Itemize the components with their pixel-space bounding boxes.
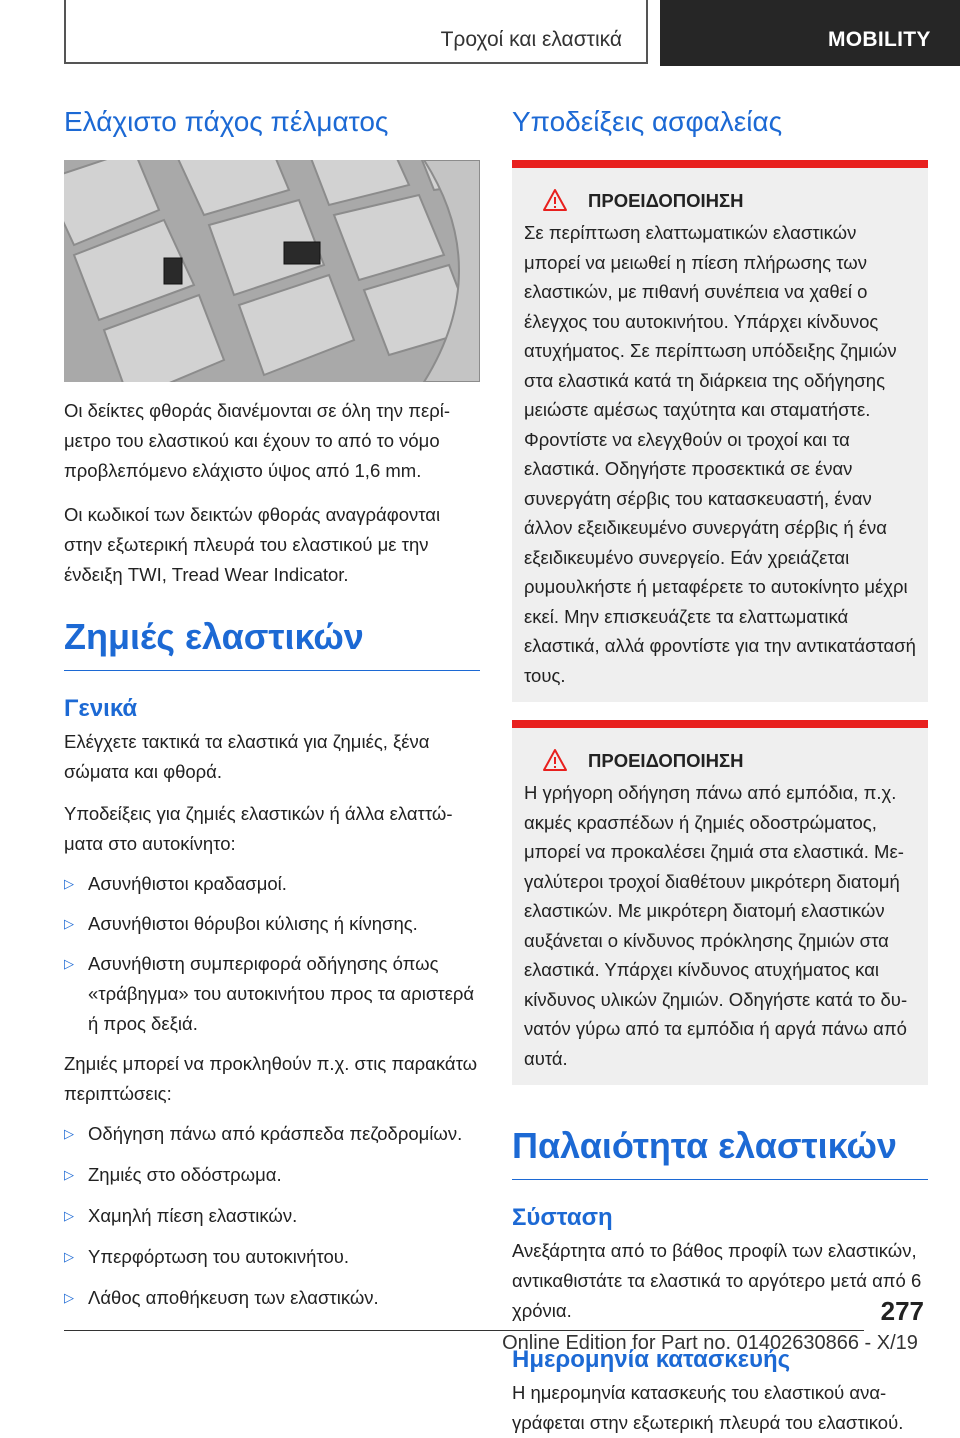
warning-box-2 (512, 720, 928, 1085)
manufacture-date-body: Η ημερομηνία κατασκευής του ελαστικού αναγράφεται στην εξωτερική πλευρά του ελαστικού. (512, 1382, 904, 1433)
left-column (64, 100, 480, 1313)
warning-triangle-icon (542, 188, 568, 212)
triangle-bullet-icon: ▷ (64, 916, 74, 931)
list-item: ▷ Ασυνήθιστοι κραδασμοί. (64, 869, 480, 899)
tire-age-title-rule (512, 1179, 928, 1180)
page-number: 277 (880, 1296, 924, 1326)
triangle-bullet-icon: ▷ (64, 876, 74, 891)
tread-title: Ελάχιστο πάχος πέλματος (64, 106, 389, 137)
damage-title: Ζημιές ελαστικών (64, 616, 364, 657)
tire-tread-image (64, 160, 480, 382)
safety-title: Υποδείξεις ασφαλείας (512, 106, 783, 137)
header-tab: MOBILITY (660, 0, 960, 66)
list-item: ▷ Οδήγηση πάνω από κράσπεδα πεζοδρομίων. (64, 1119, 480, 1149)
general-title: Γενικά (64, 695, 138, 722)
footer-edition: Online Edition for Part no. 01402630866 - X/19 (502, 1332, 918, 1354)
list-item: ▷ Ασυνήθιστοι θόρυβοι κύλισης ή κίνησης. (64, 909, 480, 939)
tread-paragraph-2: Οι κωδικοί των δεικτών φθοράς αναγράφονται στην εξωτερική πλευρά του ελαστικού με την ένδειξη TWI, Tread Wear Indicator. (64, 504, 441, 585)
list-item: ▷ Λάθος αποθήκευση των ελαστικών. (64, 1283, 480, 1313)
triangle-bullet-icon: ▷ (64, 956, 74, 971)
tread-paragraph-1: Οι δείκτες φθοράς διανέμονται σε όλη την περίμετρο του ελαστικού και έχουν το από το νόμο προβλεπόμενο ελάχιστο ύψος από 1,6 mm. (64, 400, 451, 481)
recommendation-body: Ανεξάρτητα από το βάθος προφίλ των ελαστικών, αντικαθιστάτε τα ελαστικά το αργότερο μετά από 6 χρόνια. (512, 1240, 922, 1321)
warning-body-2: Η γρήγορη οδήγηση πάνω από εμπόδια, π.χ. ακμές κρασπέδων ή ζημιές οδοστρώματος, μπορεί να προκαλέσει ζημιά στα ελαστικά. Μεγαλύτεροι τροχοί διαθέτουν μικρότερη διατομή ελαστικών. Με μικρότερη διατομή ελαστικών αυξάνεται ο κίνδυνος πρόκλησης ζημιών στα ελαστικά. Υπάρχει κίνδυνος ατυχήματος και κίνδυνος υλικών ζημιών. Οδηγήστε κατά το δυνατόν γύρω από τα εμπόδια ή αργά πάνω από αυτά. (524, 782, 908, 1069)
list-item: ▷ Χαμηλή πίεση ελαστικών. (64, 1201, 480, 1231)
triangle-bullet-icon: ▷ (64, 1290, 74, 1305)
triangle-bullet-icon: ▷ (64, 1249, 74, 1264)
list-item: ▷ Ζημιές στο οδόστρωμα. (64, 1160, 480, 1190)
damage-signs-list (64, 869, 480, 1039)
recommendation-title: Σύσταση (512, 1204, 613, 1231)
list-item: ▷ Υπερφόρτωση του αυτοκινήτου. (64, 1242, 480, 1272)
warning-heading-1: ΠΡΟΕΙΔΟΠΟΙΗΣΗ (524, 186, 916, 216)
warning-triangle-icon (542, 748, 568, 772)
manufacture-date-title: Ημερομηνία κατασκευής (512, 1346, 791, 1373)
header-section-title: Τροχοί και ελαστικά (440, 28, 622, 51)
right-column (512, 100, 928, 1438)
damage-causes-list (64, 1119, 480, 1313)
causes-intro: Ζημιές μπορεί να προκληθούν π.χ. στις παρακάτω περιπτώσεις: (64, 1053, 478, 1104)
triangle-bullet-icon: ▷ (64, 1167, 74, 1182)
triangle-bullet-icon: ▷ (64, 1126, 74, 1141)
warning-body-1: Σε περίπτωση ελαττωματικών ελαστικών μπορεί να μειωθεί η πίεση πλήρωσης των ελαστικών, με πιθανή συνέπεια να χαθεί ο έλεγχος του αυτοκινήτου. Υπάρχει κίνδυνος ατυχήματος. Σε περίπτωση υπόδειξης ζημιών στα ελαστικά κατά τη διάρκεια της οδήγησης μειώστε αμέσως ταχύτητα και σταματήστε. Φροντίστε να ελεγχθούν οι τροχοί και τα ελαστικά. Οδηγήστε προσεκτικά σε έναν συνεργάτη σέρβις του κατασκευαστή, έναν άλλον εξειδικευμένο συνεργάτη σέρβις ή ένα εξειδικευμένο συνεργείο. Εάν χρειάζεται ρυμουλκήστε ή μεταφέρετε το αυτοκίνητο μέχρι εκεί. Μην επισκευάζετε τα ελαττωματικά ελαστικά, αλλά φροντίστε για την αντικατάστασή τους. (524, 222, 916, 686)
footer-rule (64, 1330, 864, 1331)
list-item: ▷ Ασυνήθιστη συμπεριφορά οδήγησης όπως «τράβηγμα» του αυτοκινήτου προς τα αριστερά ή προς δεξιά. (64, 949, 480, 1039)
general-paragraph-2: Υποδείξεις για ζημιές ελαστικών ή άλλα ελαττώματα στο αυτοκίνητο: (64, 803, 453, 854)
triangle-bullet-icon: ▷ (64, 1208, 74, 1223)
general-paragraph-1: Ελέγχετε τακτικά τα ελαστικά για ζημιές, ξένα σώματα και φθορά. (64, 731, 430, 782)
warning-heading-2: ΠΡΟΕΙΔΟΠΟΙΗΣΗ (524, 746, 916, 776)
damage-title-rule (64, 670, 480, 671)
warning-box-1 (512, 160, 928, 702)
tire-age-title: Παλαιότητα ελαστικών (512, 1125, 897, 1166)
header-frame (64, 0, 648, 64)
